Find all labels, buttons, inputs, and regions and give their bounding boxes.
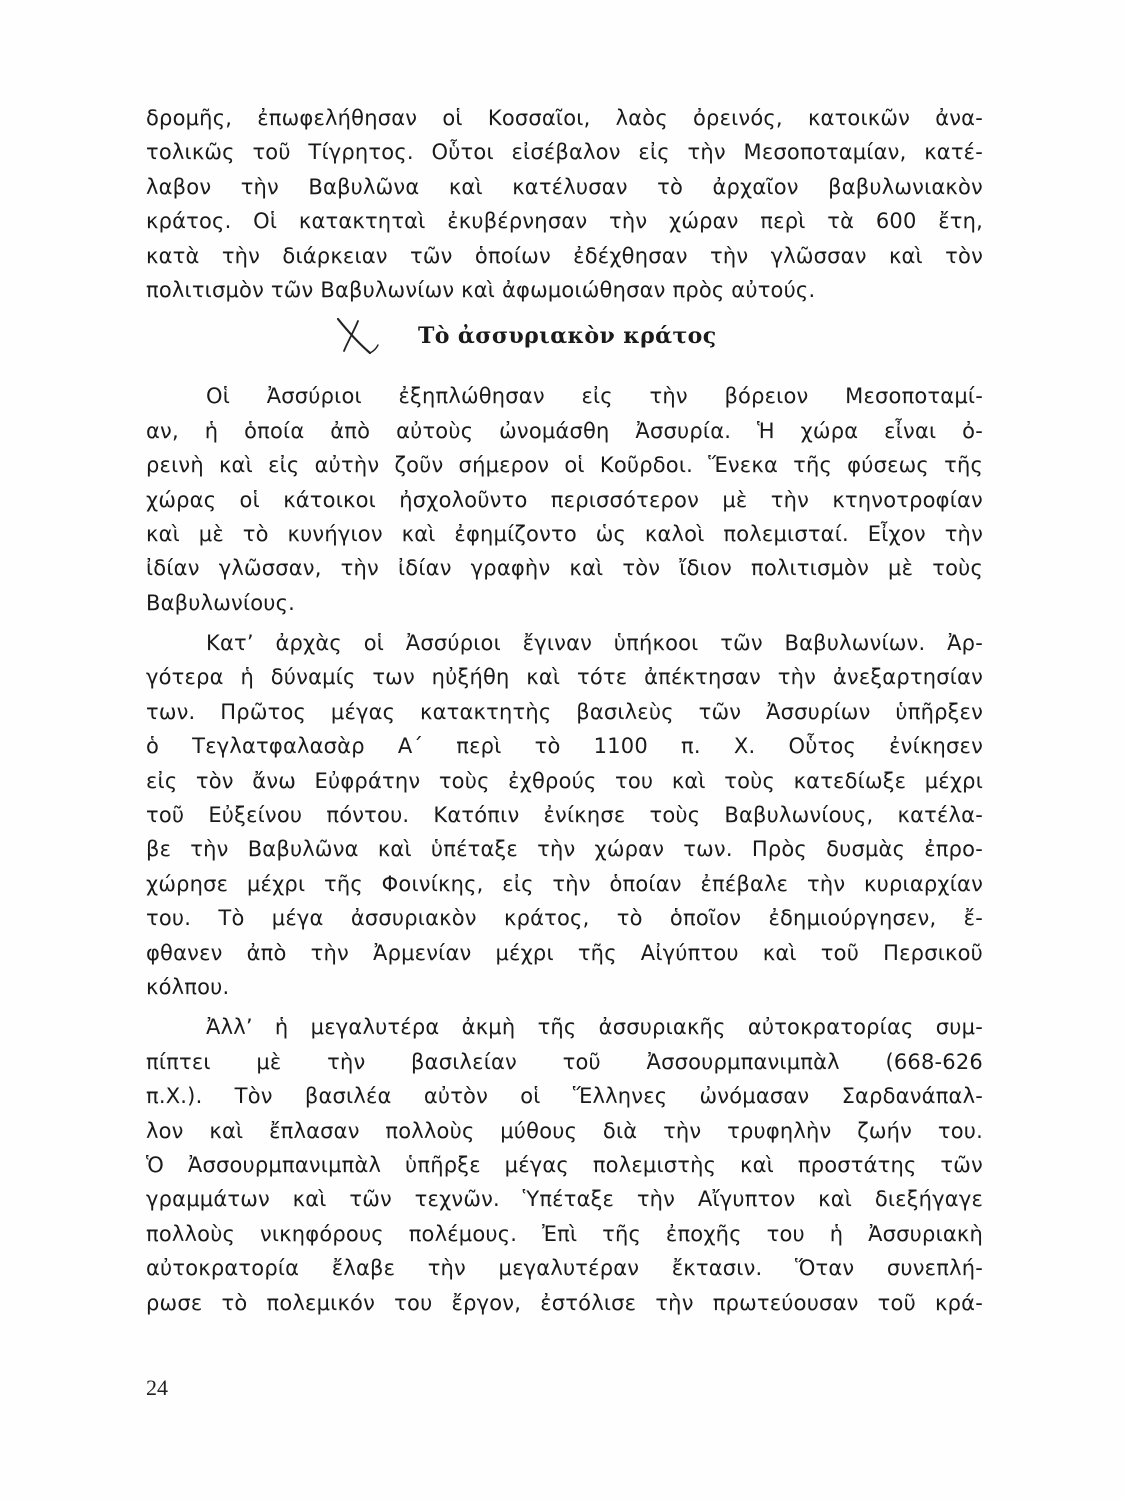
text-line: τοῦ Εὐξείνου πόντου. Κατόπιν ἐνίκησε τοὺς Βαβυλωνίους, κατέλα-: [146, 803, 983, 828]
text-line: λαβον τὴν Βαβυλῶνα καὶ κατέλυσαν τὸ ἀρχαῖον βαβυλωνιακὸν: [146, 174, 983, 199]
paragraph-ashurbanipal: [146, 1010, 983, 1320]
paragraph-kassites: [146, 101, 983, 307]
text-line: ἰδίαν γλῶσσαν, τὴν ἰδίαν γραφὴν καὶ τὸν ἴδιον πολιτισμὸν μὲ τοὺς: [146, 556, 983, 581]
text-line: ρεινὴ καὶ εἰς αὐτὴν ζοῦν σήμερον οἱ Κοῦρδοι. Ἕνεκα τῆς φύσεως τῆς: [146, 453, 983, 478]
text-line: πολιτισμὸν τῶν Βαβυλωνίων καὶ ἀφωμοιώθησαν πρὸς αὐτούς.: [146, 277, 816, 302]
text-line: αὐτοκρατορία ἔλαβε τὴν μεγαλυτέραν ἔκτασιν. Ὅταν συνεπλή-: [146, 1256, 983, 1281]
text-line: βε τὴν Βαβυλῶνα καὶ ὑπέταξε τὴν χώραν των. Πρὸς δυσμὰς ἐπρο-: [146, 837, 983, 862]
text-line: τολικῶς τοῦ Τίγρητος. Οὗτοι εἰσέβαλον εἰς τὴν Μεσοποταμίαν, κατέ-: [146, 140, 983, 165]
text-line: ὁ Τεγλατφαλασὰρ Α΄ περὶ τὸ 1100 π. Χ. Οὗτος ἐνίκησεν: [146, 734, 983, 759]
paragraph-tiglath-pileser: [146, 626, 983, 1004]
text-line: γότερα ἡ δύναμίς των ηὐξήθη καὶ τότε ἀπέκτησαν τὴν ἀνεξαρτησίαν: [146, 665, 983, 690]
text-line: λον καὶ ἔπλασαν πολλοὺς μύθους διὰ τὴν τρυφηλὴν ζωήν του.: [146, 1118, 983, 1143]
text-line: του. Τὸ μέγα ἀσσυριακὸν κράτος, τὸ ὁποῖον ἐδημιούργησεν, ἔ-: [146, 906, 983, 931]
text-line: γραμμάτων καὶ τῶν τεχνῶν. Ὑπέταξε τὴν Αἴγυπτον καὶ διεξήγαγε: [146, 1187, 983, 1212]
text-line: πολλοὺς νικηφόρους πολέμους. Ἐπὶ τῆς ἐποχῆς του ἡ Ἀσσυριακὴ: [146, 1221, 983, 1246]
section-heading-row: [146, 315, 983, 375]
text-line: δρομῆς, ἐπωφελήθησαν οἱ Κοσσαῖοι, λαὸς ὀρεινός, κατοικῶν ἀνα-: [146, 106, 983, 130]
text-line: εἰς τὸν ἄνω Εὐφράτην τοὺς ἐχθρούς του καὶ τοὺς κατεδίωξε μέχρι: [146, 768, 983, 793]
text-line: πίπτει μὲ τὴν βασιλείαν τοῦ Ἀσσουρμπανιμπὰλ (668-626: [146, 1049, 983, 1074]
text-line: Οἱ Ἀσσύριοι ἐξηπλώθησαν εἰς τὴν βόρειον Μεσοποταμί-: [206, 384, 983, 409]
section-heading: Τὸ ἀσσυριακὸν κράτος: [418, 323, 717, 350]
paragraph-assyrians: [146, 379, 983, 620]
text-line: ρωσε τὸ πολεμικόν του ἔργον, ἐστόλισε τὴν πρωτεύουσαν τοῦ κρά-: [146, 1290, 983, 1315]
text-line: κράτος. Οἱ κατακτηταὶ ἐκυβέρνησαν τὴν χώραν περὶ τὰ 600 ἔτη,: [146, 209, 983, 234]
handwritten-x-mark-icon: [330, 315, 380, 359]
page-number: 24: [146, 1375, 168, 1400]
text-line: π.Χ.). Τὸν βασιλέα αὐτὸν οἱ Ἕλληνες ὠνόμασαν Σαρδανάπαλ-: [146, 1084, 983, 1109]
text-line: χώρησε μέχρι τῆς Φοινίκης, εἰς τὴν ὁποίαν ἐπέβαλε τὴν κυριαρχίαν: [146, 871, 983, 896]
text-line: καὶ μὲ τὸ κυνήγιον καὶ ἐφημίζοντο ὡς καλοὶ πολεμισταί. Εἶχον τὴν: [146, 521, 983, 546]
text-line: φθανεν ἀπὸ τὴν Ἀρμενίαν μέχρι τῆς Αἰγύπτου καὶ τοῦ Περσικοῦ: [146, 940, 983, 965]
text-line: χώρας οἱ κάτοικοι ἠσχολοῦντο περισσότερον μὲ τὴν κτηνοτροφίαν: [146, 487, 983, 512]
text-line: Κατ’ ἀρχὰς οἱ Ἀσσύριοι ἔγιναν ὑπήκοοι τῶν Βαβυλωνίων. Ἀρ-: [206, 631, 983, 656]
text-line: Ὁ Ἀσσουρμπανιμπὰλ ὑπῆρξε μέγας πολεμιστὴς καὶ προστάτης τῶν: [146, 1152, 983, 1177]
text-line: Βαβυλωνίους.: [146, 590, 296, 615]
text-line: Ἀλλ’ ἡ μεγαλυτέρα ἀκμὴ τῆς ἀσσυριακῆς αὐτοκρατορίας συμ-: [206, 1015, 983, 1040]
text-line: αν, ἡ ὁποία ἀπὸ αὐτοὺς ὠνομάσθη Ἀσσυρία. Ἡ χώρα εἶναι ὀ-: [146, 418, 983, 443]
text-line: κατὰ τὴν διάρκειαν τῶν ὁποίων ἐδέχθησαν τὴν γλῶσσαν καὶ τὸν: [146, 243, 983, 268]
text-line: κόλπου.: [146, 974, 230, 999]
body-text: [146, 101, 983, 1320]
text-line: των. Πρῶτος μέγας κατακτητὴς βασιλεὺς τῶν Ἀσσυρίων ὑπῆρξεν: [146, 699, 983, 724]
